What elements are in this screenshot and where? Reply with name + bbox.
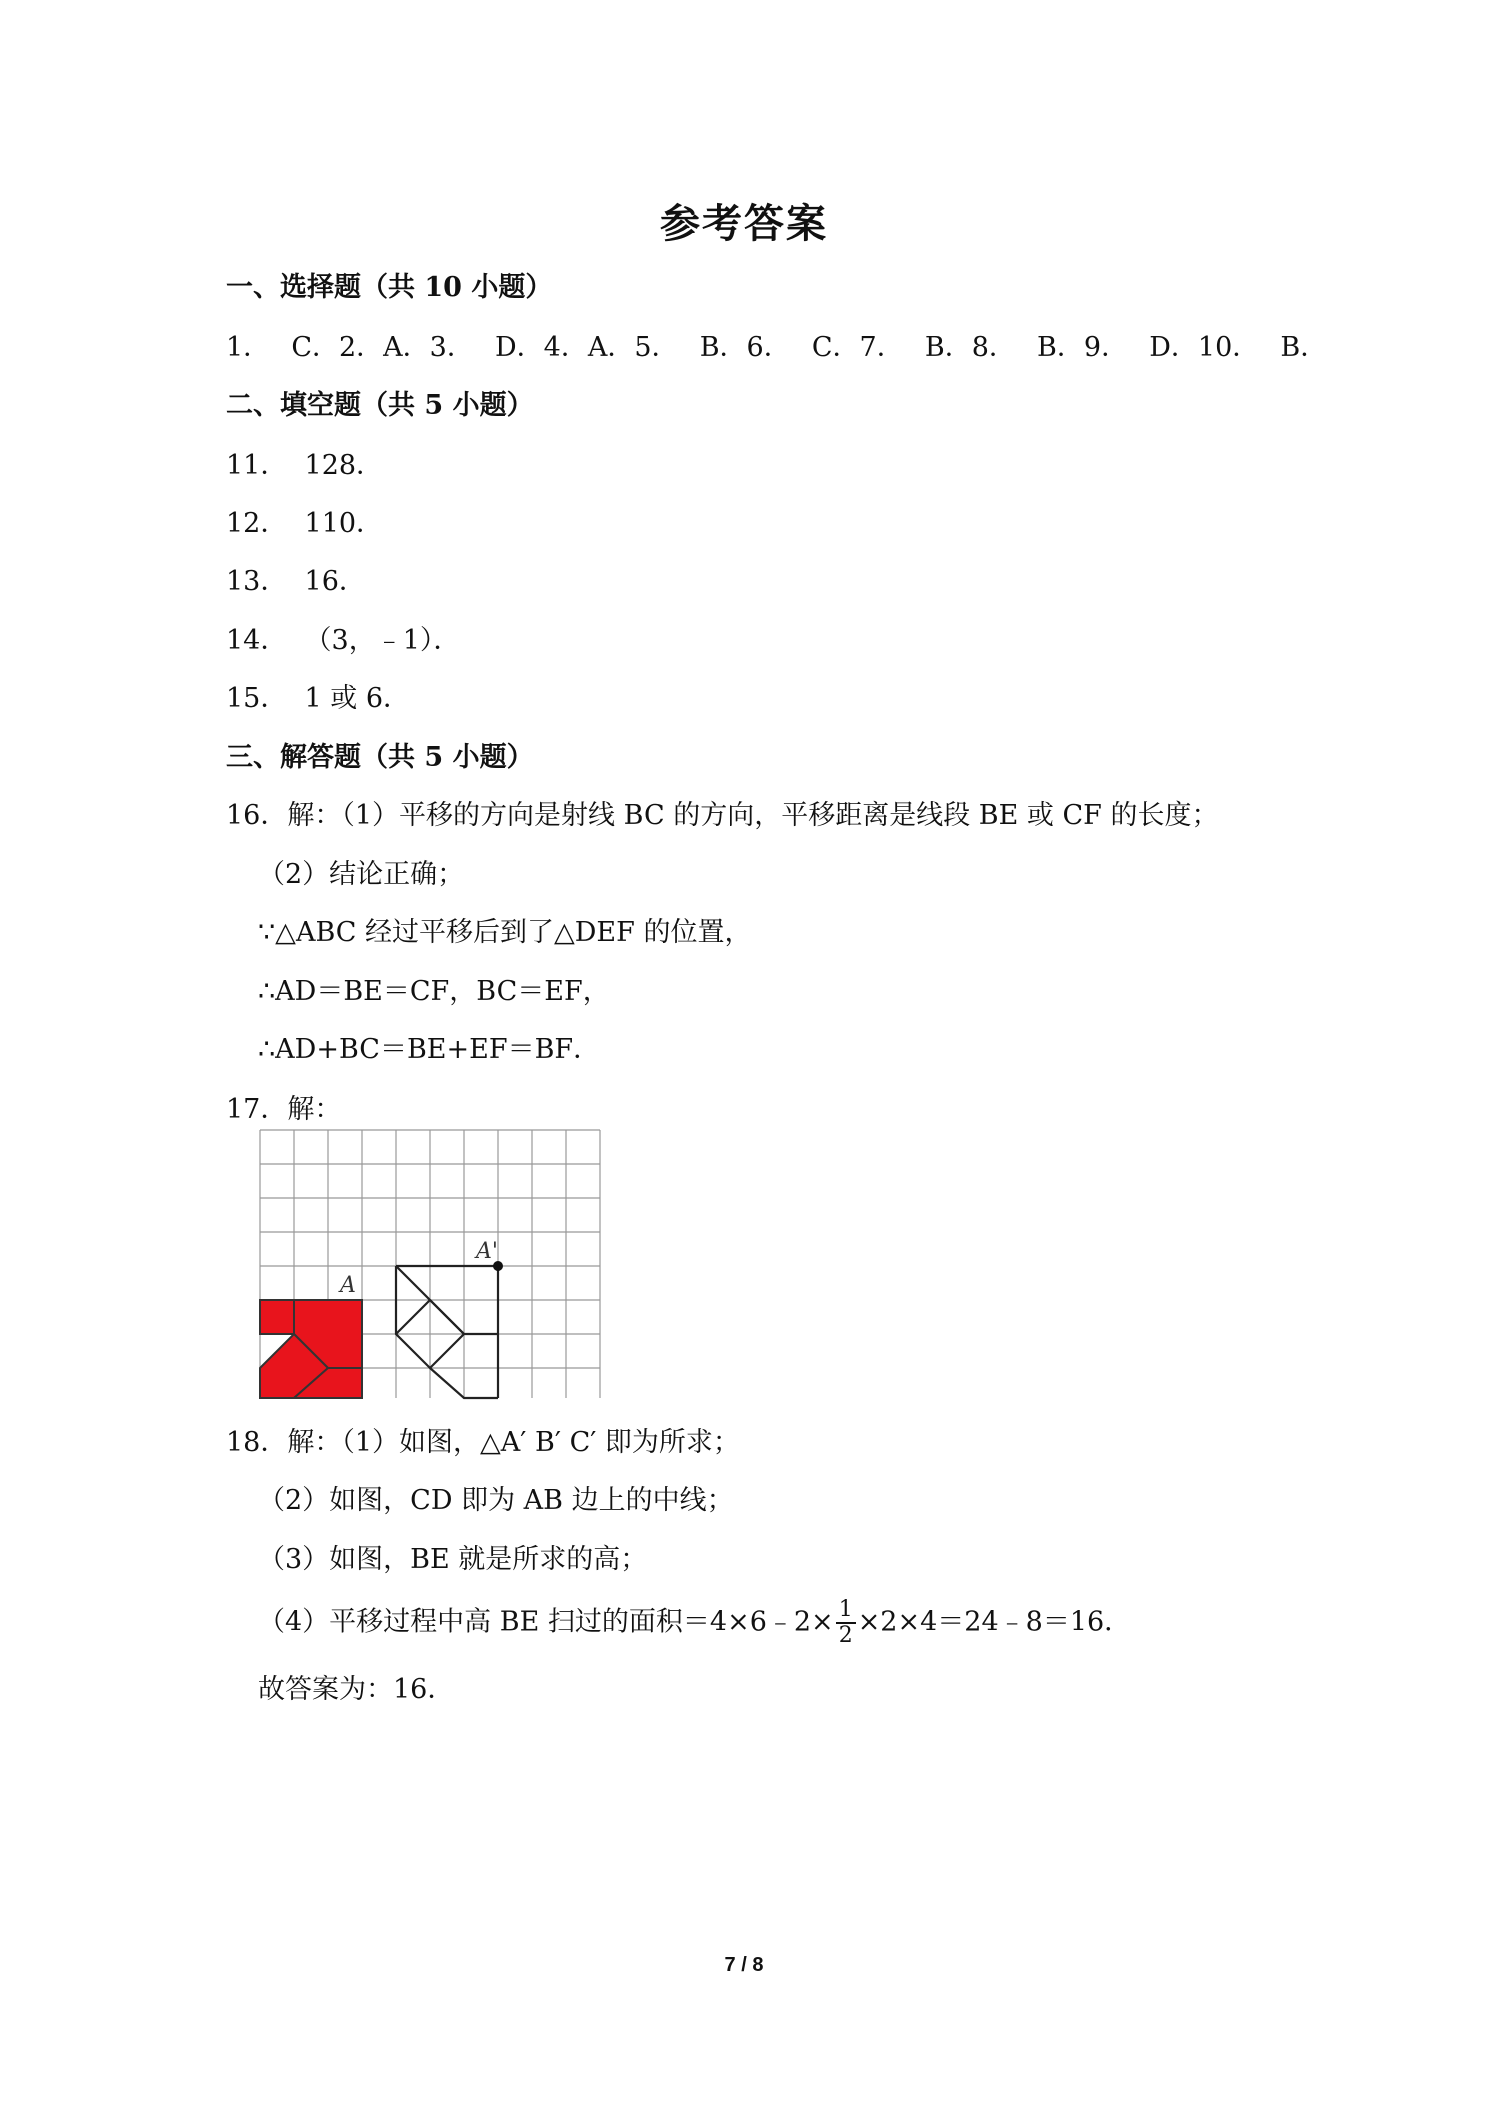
grid-figure xyxy=(258,1128,602,1400)
q18-line5: 故答案为：16． xyxy=(258,1674,455,1705)
q16-line3: ∵△ABC 经过平移后到了△DEF 的位置， xyxy=(258,917,752,948)
section-multiple-choice-heading: 一、选择题（共 10 小题） xyxy=(226,272,553,303)
q18-line2: （2）如图，CD 即为 AB 边上的中线； xyxy=(258,1485,734,1516)
section-solution-heading: 三、解答题（共 5 小题） xyxy=(226,742,534,773)
label-a: A xyxy=(340,1273,356,1298)
q18-line3: （3）如图，BE 就是所求的高； xyxy=(258,1544,648,1575)
q16-line1: 16．解：（1）平移的方向是射线 BC 的方向，平移距离是线段 BE 或 CF 的长度； xyxy=(226,800,1219,831)
red-shape xyxy=(260,1300,362,1398)
q16-line2: （2）结论正确； xyxy=(258,859,465,890)
answer-14: 14． （3，﹣1）． xyxy=(226,625,461,656)
answer-15: 15． 1 或 6． xyxy=(226,683,411,714)
q18-line4 xyxy=(258,1598,1131,1648)
q16-line4: ∴AD＝BE＝CF，BC＝EF， xyxy=(258,976,610,1007)
translated-shape xyxy=(396,1266,498,1398)
q17-line1: 17．解： xyxy=(226,1094,342,1125)
page-title: 参考答案 xyxy=(660,200,828,247)
q16-line5: ∴AD+BC＝BE+EF＝BF． xyxy=(258,1034,601,1065)
q18-line4-pre: （4）平移过程中高 BE 扫过的面积＝4×6﹣2× xyxy=(258,1606,834,1638)
label-a-prime: A' xyxy=(476,1239,498,1264)
section-fill-blank-heading: 二、填空题（共 5 小题） xyxy=(226,390,534,421)
answer-13: 13． 16． xyxy=(226,566,366,597)
q18-line4-post: ×2×4＝24﹣8＝16． xyxy=(857,1606,1132,1638)
page-number: 7 / 8 xyxy=(724,1954,764,1976)
answer-12: 12． 110． xyxy=(226,508,384,539)
answer-11: 11． 128． xyxy=(226,450,384,481)
fraction-denominator: 2 xyxy=(838,1623,853,1648)
q18-line1: 18．解：（1）如图，△A′ B′ C′ 即为所求； xyxy=(226,1427,740,1458)
fraction-one-half xyxy=(836,1598,856,1648)
fraction-numerator: 1 xyxy=(836,1598,856,1624)
multiple-choice-answers: 1． C．2．A．3． D．4．A．5． B．6． C．7． B．8． B．9． D．10． B． xyxy=(226,332,1328,363)
